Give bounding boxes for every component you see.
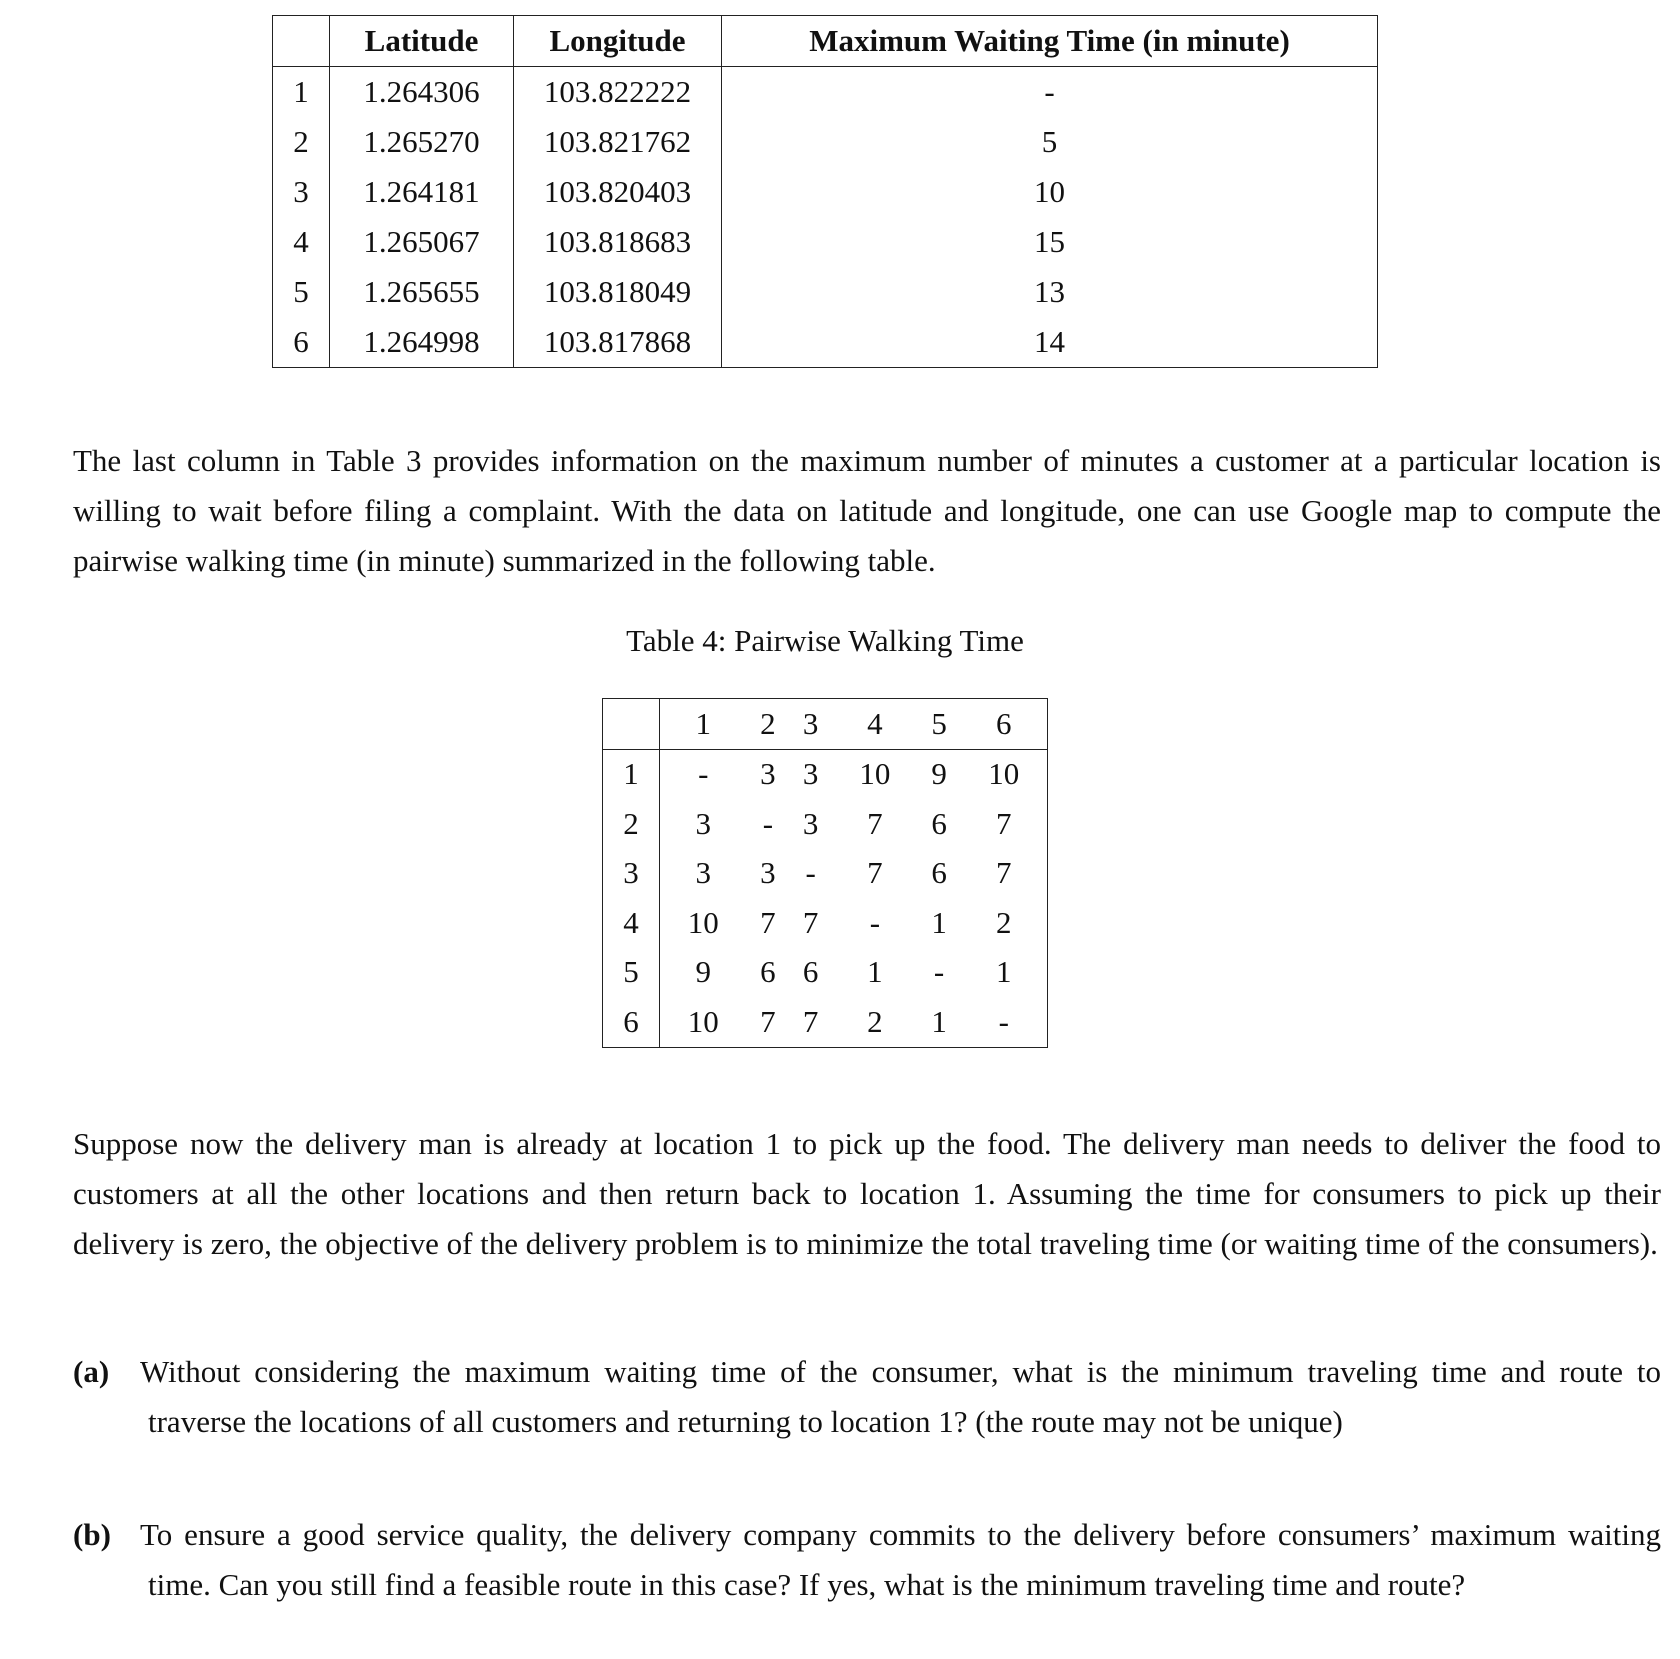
table-cell: 10 — [687, 1003, 719, 1039]
table-cell: 3 — [802, 805, 819, 841]
row-index: 2 — [603, 799, 660, 849]
paragraph-problem-statement — [73, 1119, 1661, 1269]
table-row — [603, 849, 1048, 899]
table-cell: 103.818049 — [514, 267, 722, 317]
table-row — [603, 749, 1048, 799]
table-cell: 7 — [802, 1003, 819, 1039]
locations-table — [272, 15, 1378, 368]
table-cell: 2 — [867, 1003, 883, 1039]
table-cell: 6 — [931, 805, 947, 841]
question-label: (a) — [73, 1354, 110, 1389]
table-cell: 1.264306 — [330, 67, 514, 118]
table-row — [273, 67, 1378, 118]
table-cell: - — [933, 954, 945, 990]
table-cell: 13 — [722, 267, 1378, 317]
table-cell: 9 — [931, 756, 947, 792]
header-max-waiting-time: Maximum Waiting Time (in minute) — [722, 16, 1378, 67]
table-cell: 3 — [760, 756, 776, 792]
table-cell: 103.817868 — [514, 317, 722, 368]
table-cell: 1 — [995, 954, 1012, 990]
header-cell — [273, 16, 330, 67]
table-cell: 1 — [867, 954, 883, 990]
header-cell: 1 — [660, 699, 747, 750]
table-header-row — [273, 16, 1378, 67]
question-label: (b) — [73, 1517, 111, 1552]
row-index: 4 — [293, 224, 309, 259]
table-cell: - — [722, 67, 1378, 118]
header-cell: 4 — [832, 699, 918, 750]
table-cell: 1.265655 — [330, 267, 514, 317]
table-cell: 6 — [802, 954, 819, 990]
paragraph-text: Suppose now the delivery man is already at location 1 to pick up the food. The delivery man needs to deliver the food to customers at all the other locations and then return back to location 1. Assuming the time for consumers to pick up their delivery is zero, the objective of the delivery problem is to minimize the total traveling time (or waiting time of the consumers). — [73, 1126, 1661, 1261]
table-cell: 10 — [687, 904, 719, 940]
table-cell: 1.265270 — [330, 117, 514, 167]
paragraph-table3-description — [73, 436, 1661, 586]
row-index: 1 — [293, 74, 309, 109]
table-header-row — [603, 699, 1048, 750]
table-cell: 7 — [867, 855, 883, 891]
table-cell: - — [762, 805, 774, 841]
row-index: 3 — [603, 849, 660, 899]
table-row — [603, 799, 1048, 849]
table-cell: 5 — [722, 117, 1378, 167]
table-cell: 7 — [760, 1003, 776, 1039]
table-cell: - — [869, 904, 881, 940]
paragraph-text: The last column in Table 3 provides information on the maximum number of minutes a customer at a particular location is willing to wait before filing a complaint. With the data on latitude and longitude, one can use Google map to compute the pairwise walking time (in minute) summarized in the following table. — [73, 443, 1661, 578]
header-longitude: Longitude — [514, 16, 722, 67]
table-cell: 9 — [695, 954, 711, 990]
table-cell: 1.264998 — [330, 317, 514, 368]
table-cell: 7 — [802, 904, 819, 940]
table-cell: 6 — [760, 954, 776, 990]
row-index: 5 — [293, 274, 309, 309]
row-index: 2 — [293, 124, 309, 159]
table-cell: 3 — [695, 805, 711, 841]
table-row — [603, 898, 1048, 948]
table-cell: 103.820403 — [514, 167, 722, 217]
table-cell: 3 — [802, 756, 819, 792]
header-cell: 5 — [918, 699, 961, 750]
walking-time-table — [602, 698, 1048, 1048]
table-cell: 103.822222 — [514, 67, 722, 118]
table-cell: - — [698, 756, 709, 792]
row-index: 4 — [603, 898, 660, 948]
header-cell: 6 — [960, 699, 1047, 750]
table-cell: 3 — [695, 855, 711, 891]
table-cell: 1.264181 — [330, 167, 514, 217]
question-text: Without considering the maximum waiting time of the consumer, what is the minimum traveling time and route to traverse the locations of all customers and returning to location 1? (the route may not be unique) — [140, 1354, 1661, 1439]
table-cell: - — [805, 855, 816, 891]
table-cell: 7 — [995, 855, 1012, 891]
header-cell: 2 — [746, 699, 789, 750]
table-cell: 103.821762 — [514, 117, 722, 167]
table-cell: 2 — [995, 904, 1012, 940]
table-cell: 10 — [722, 167, 1378, 217]
table-cell: 7 — [867, 805, 883, 841]
table-row — [273, 167, 1378, 217]
table-row — [273, 317, 1378, 368]
row-index: 5 — [603, 948, 660, 998]
header-cell — [603, 699, 660, 750]
table-cell: 1.265067 — [330, 217, 514, 267]
table-cell: 1 — [931, 1003, 947, 1039]
row-index: 6 — [603, 997, 660, 1047]
table-row — [603, 948, 1048, 998]
row-index: 1 — [603, 749, 660, 799]
question-a — [73, 1347, 1661, 1447]
table-cell: 3 — [760, 855, 776, 891]
row-index: 3 — [293, 174, 309, 209]
table-row — [273, 117, 1378, 167]
table-cell: 15 — [722, 217, 1378, 267]
table-cell: 103.818683 — [514, 217, 722, 267]
table-row — [273, 217, 1378, 267]
table-cell: 10 — [988, 756, 1020, 792]
row-index: 6 — [293, 324, 309, 359]
table-cell: 10 — [859, 756, 891, 792]
table-cell: 6 — [931, 855, 947, 891]
header-cell: 3 — [789, 699, 832, 750]
table-cell: 7 — [760, 904, 776, 940]
question-text: To ensure a good service quality, the delivery company commits to the delivery before consumers’ maximum waiting time. Can you still find a feasible route in this case? If yes, what is the minimum traveling time and route? — [140, 1517, 1661, 1602]
table-cell: 7 — [995, 805, 1012, 841]
table-row — [603, 997, 1048, 1047]
table-cell: - — [998, 1003, 1009, 1039]
question-b — [73, 1510, 1661, 1610]
table-cell: 14 — [722, 317, 1378, 368]
table-row — [273, 267, 1378, 317]
header-latitude: Latitude — [330, 16, 514, 67]
table-cell: 1 — [931, 904, 947, 940]
table4-caption: Table 4: Pairwise Walking Time — [626, 623, 1024, 658]
